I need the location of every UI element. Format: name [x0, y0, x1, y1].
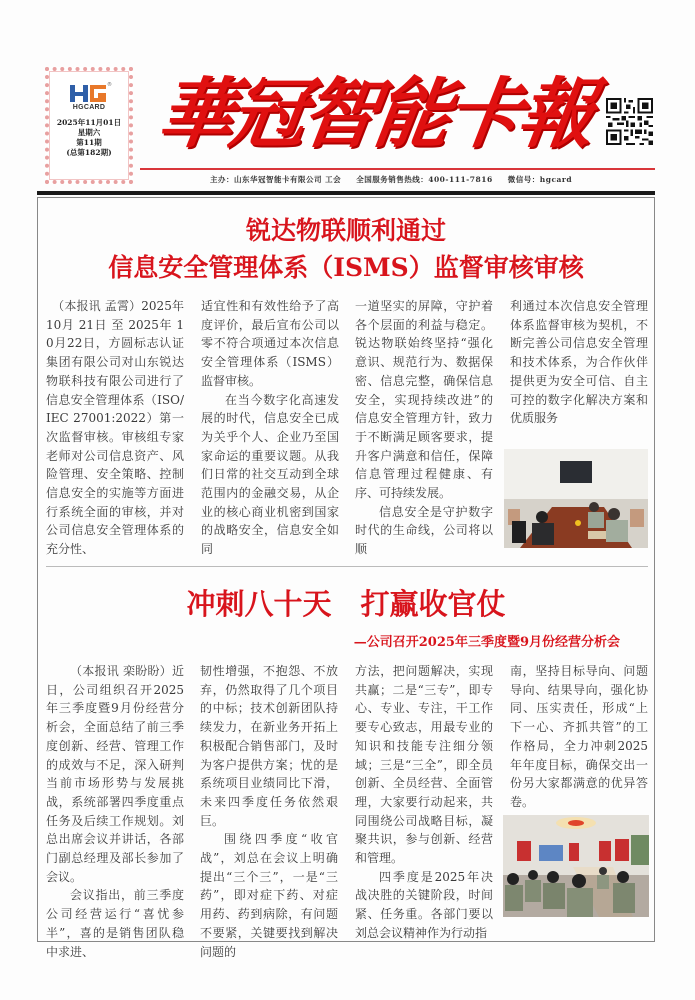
- issue-stamp: [45, 67, 133, 184]
- article2-paragraph: 围绕四季度“收官战”，刘总在会议上明确提出“三个三”，一是“三药”，即对症下药、对症用药、药到病除，有问题不要紧，关键要找到解决问题的: [200, 832, 338, 959]
- masthead-black-rule: [37, 191, 655, 195]
- qr-code-icon: [606, 98, 653, 145]
- article1-headline-line1: 锐达物联顺利通过: [245, 216, 446, 245]
- issue-total: (总第182期): [66, 148, 112, 157]
- article-divider: [46, 566, 648, 567]
- article2-column-2: [200, 662, 338, 961]
- issue-weekday: 星期六: [77, 128, 101, 137]
- article2-headline: 冲刺八十天 打赢收官仗: [186, 587, 506, 621]
- article1-paragraph: 在当今数字化高速发展的时代，信息安全已成为关乎个人、企业乃至国家命运的重要议题。从我们日常的社交互动到全球范围内的金融交易，从企业的核心商业机密到国家的战略安全，信息安全如同: [201, 392, 339, 557]
- article1-paragraph: 信息安全是守护数字时代的生命线，公司将以顺: [355, 504, 493, 557]
- article2-paragraph: （本报讯 栾盼盼）近日，公司组织召开2025年三季度暨9月份经营分析会，全面总结了前三季度创新、经营、管理工作的成效与不足，深入研判当前市场形势与发展挑战，系统部署四季度重点任务及后续工作规划。刘总出席会议并讲话，各部门副总经理及部长参加了会议。: [46, 664, 184, 884]
- article2-paragraph: 韧性增强，不抱怨、不放弃，仍然取得了几个项目的中标；技术创新团队持续发力，在新业务开拓上积极配合销售部门，及时为客户提供方案；忧的是系统项目业绩同比下滑，未来四季度任务依然艰巨。: [200, 664, 338, 828]
- article2-column-3: [355, 662, 493, 943]
- article1-paragraph: 一道坚实的屏障，守护着各个层面的利益与稳定。锐达物联始终坚持“强化意识、规范行为、数据保密、信息完整，确保信息安全，实现持续改进”的信息安全管理方针，致力于不断满足顾客要求，提升客户满意和信任，保障信息管理过程健康、有序、可持续发展。: [355, 299, 493, 501]
- wechat-text: 微信号：hgcard: [507, 175, 573, 184]
- sponsor-text: 主办：山东华冠智能卡有限公司 工会: [210, 175, 342, 184]
- masthead-info-line: [210, 174, 584, 185]
- newspaper-title: 華冠智能卡報: [152, 69, 597, 158]
- issue-date: 2025年11月01日: [56, 118, 122, 127]
- article2-paragraph: 会议指出，前三季度公司经营运行“喜忧参半”，喜的是销售团队稳中求进、: [46, 888, 184, 959]
- article2-column-1: [46, 662, 184, 961]
- hgcard-logo-icon: ®: [70, 85, 108, 102]
- article2-paragraph: 四季度是2025年决战决胜的关键阶段，时间紧、任务重。各部门要以刘总会议精神作为行动指: [355, 869, 493, 940]
- issue-number: 第11期: [76, 138, 102, 147]
- article1-column-3: [355, 297, 493, 559]
- masthead-red-rule: [140, 168, 655, 170]
- business-analysis-meeting-photo: [503, 815, 649, 917]
- meeting-room-audit-photo: [504, 449, 648, 548]
- article2-subheadline: —公司召开2025年三季度暨9月份经营分析会: [353, 635, 620, 650]
- article1-paragraph: （本报讯 孟霄）2025年10月 21日 至 2025年 10月22日，方圆标志认证集团有限公司对山东锐达物联科技有限公司进行了信息安全管理体系（ISO/IEC 27001:2022）第一次监督审核。审核组专家老师对公司信息资产、风险管理、安全策略、控制信息安全的实施等方面进行系统全面的审核，并对公司信息安全管理体系的充分性、: [46, 299, 184, 557]
- article1-column-1: [46, 297, 184, 559]
- article1-column-4: [510, 297, 648, 428]
- article2-paragraph: 南，坚持目标导向、问题导向、结果导向，强化协同、压实责任，形成“上下一心、齐抓共管”的工作格局，全力冲刺2025年年度目标，确保交出一份另大家都满意的优异答卷。: [510, 664, 648, 809]
- article1-column-2: [201, 297, 339, 559]
- article1-headline-line2: 信息安全管理体系（ISMS）监督审核审核: [108, 253, 584, 282]
- article1-paragraph: 适宜性和有效性给予了高度评价，最后宣布公司以零不符合项通过本次信息安全管理体系（ISMS）监督审核。: [201, 299, 339, 388]
- logo-text: HGCARD: [72, 104, 106, 111]
- article2-paragraph: 方法，把问题解决，实现共赢；二是“三专”，即专心、专业、专注，干工作要专心致志，用最专业的知识和技能专注细分领域；三是“三全”，即全员创新、全员经营、全面管理，大家要行动起来，共同围绕公司战略目标，凝聚共识，参与创新、经营和管理。: [355, 664, 493, 866]
- article1-paragraph: 利通过本次信息安全管理体系监督审核为契机，不断完善公司信息安全管理和技术体系，为合作伙伴提供更为安全可信、自主可控的数字化解决方案和优质服务: [510, 299, 648, 426]
- article2-column-4: [510, 662, 648, 812]
- hotline-text: 全国服务销售热线：400-111-7816: [356, 175, 493, 184]
